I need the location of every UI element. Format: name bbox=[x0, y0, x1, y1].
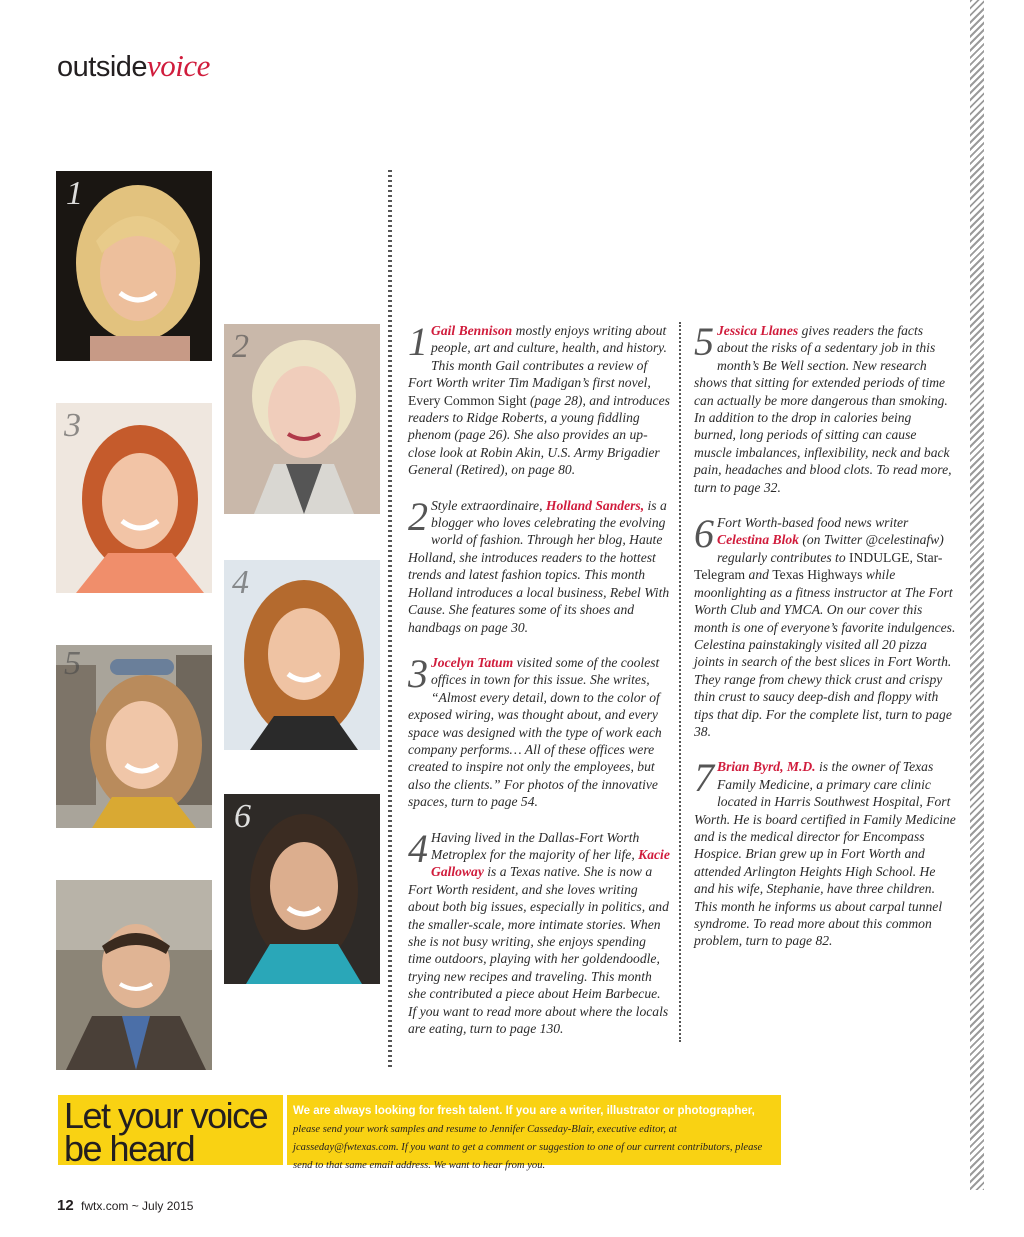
contributor-name: Kacie Galloway bbox=[431, 846, 670, 880]
contributor-name: Jessica Llanes bbox=[717, 323, 799, 338]
banner-headline: Let your voice be heard bbox=[64, 1095, 268, 1169]
contributor-entry-2: 2 Style extraordinaire, Holland Sanders, is a blogger who loves celebrating the evolving world of fashion. Through her blog, Haute Holland, she introduces readers to the hottest trends and latest fashion topics. This month Holland introduces a local business, Rebel With Cause. She features some of its shoes and handbags on page 30. bbox=[408, 493, 670, 635]
contributor-photo-7 bbox=[56, 880, 212, 1070]
contributor-entry-6: 6 Fort Worth-based food news writer Celestina Blok (on Twitter @celestinafw) regularly contributes to INDULGE, Star-Telegram and Texas Highways while moonlighting as a fitness instructor at The Fort Worth Club and YMCA. On our cover this month is one of everyone’s favorite indulgences. Celestina painstakingly visited all 20 pizza joints in search of the best slices in Fort Worth. They range from chewy thick crust and crispy thin crust to saucy deep-dish and floppy with tips that dip. For the complete list, turn to page 38. bbox=[694, 511, 956, 739]
contributor-entry-3: 3 Jocelyn Tatum visited some of the coolest offices in town for this issue. She writes, “Almost every detail, down to the color of exposed wiring, was thought about, and every space was designed with the type of work each company performs… All of these offices were created to inspire not only the employees, but also the clients.” For photos of the innovative spaces, turn to page 54. bbox=[408, 650, 662, 810]
text-column-left bbox=[408, 319, 670, 1055]
contributor-name: Holland Sanders, bbox=[545, 497, 645, 513]
column-dotted-divider bbox=[679, 322, 681, 1042]
entry-number: 5 bbox=[694, 319, 714, 364]
entry-number: 1 bbox=[408, 319, 428, 364]
contributor-name: Gail Bennison bbox=[431, 323, 513, 338]
contributor-entry-4: 4 Having lived in the Dallas-Fort Worth Metroplex for the majority of her life, Kacie Galloway is a Texas native. She is now a Fort Worth resident, and she loves writing about both big issues, especially in politics, and the smaller-scale, more intimate stories. When she is not busy writing, she enjoys spending time outdoors, playing with her goldendoodle, trying new recipes and traveling. This month she contributed a piece about Heim Barbecue. If you want to read more about where the locals are eating, turn to page 130. bbox=[408, 825, 670, 1037]
photo-number-1: 1 bbox=[66, 175, 83, 212]
contributor-photo-4 bbox=[224, 560, 380, 750]
footer-text: fwtx.com ~ July 2015 bbox=[81, 1199, 194, 1213]
contributor-entry-1: 1 Gail Bennison mostly enjoys writing about people, art and culture, health, and history. This month Gail contributes a review of Fort Worth writer Tim Madigan’s first novel, Every Common Sight (page 28), and introduces readers to Ridge Roberts, a young fiddling phenom (page 26). She also provides an up-close look at Robin Akin, U.S. Army Brigadier General (Retired), on page 80. bbox=[408, 319, 670, 478]
banner-text-box bbox=[287, 1095, 781, 1171]
contributor-photo-6 bbox=[224, 794, 380, 984]
photo-number-6: 6 bbox=[234, 798, 251, 835]
contributor-photo-1 bbox=[56, 171, 212, 361]
entry-number: 3 bbox=[408, 650, 428, 696]
contributor-photo-5 bbox=[56, 645, 212, 828]
contributor-entry-7: 7 Brian Byrd, M.D. is the owner of Texas Family Medicine, a primary care clinic located in Harris Southwest Hospital, Fort Worth. He is board certified in Family Medicine and is the medical director for Encompass Hospice. Brian grew up in Fort Worth and attended Arlington Heights High School. He and his wife, Stephanie, have three children. This month he informs us about carpal tunnel syndrome. To read more about this common problem, turn to page 82. bbox=[694, 755, 956, 949]
column-divider bbox=[388, 170, 392, 1070]
photo-number-2: 2 bbox=[232, 328, 249, 365]
contributor-name: Jocelyn Tatum bbox=[431, 654, 514, 670]
page-footer bbox=[57, 1197, 193, 1214]
section-header bbox=[57, 48, 210, 85]
contributor-name: Celestina Blok bbox=[717, 532, 799, 548]
entry-number: 6 bbox=[694, 511, 714, 557]
photo-number-4: 4 bbox=[232, 564, 249, 601]
contributor-entry-5: 5 Jessica Llanes gives readers the facts about the risks of a sedentary job in this month’s Be Well section. New research shows that sitting for extended periods of time can actually be more dangerous than smoking. In addition to the drop in calories being burned, long periods of sitting can cause muscle imbalances, inflexibility, neck and back pain, headaches and blood clots. To read more, turn to page 32. bbox=[694, 319, 952, 495]
section-header-voice: voice bbox=[147, 48, 210, 83]
photo-number-5: 5 bbox=[64, 645, 81, 682]
entry-number: 7 bbox=[694, 755, 714, 801]
contributor-name: Brian Byrd, M.D. bbox=[717, 759, 816, 775]
page-number: 12 bbox=[57, 1197, 74, 1214]
contributor-photo-2 bbox=[224, 324, 380, 514]
contributor-photo-3 bbox=[56, 403, 212, 593]
text-column-right bbox=[694, 319, 956, 968]
banner-italic-text: please send your work samples and resume to Jennifer Casseday-Blair, executive editor, at jcasseday@fwtexas.com. If you want to get a comment or suggestion to one of our current contributors, please send to that same email address. We want to hear from you. bbox=[293, 1124, 763, 1171]
banner-bold-text: We are always looking for fresh talent. If you are a writer, illustrator or photographer, bbox=[293, 1105, 755, 1117]
section-header-outside: outside bbox=[57, 51, 148, 83]
banner-headline-box bbox=[58, 1095, 283, 1169]
entry-number: 2 bbox=[408, 493, 428, 539]
photo-number-3: 3 bbox=[64, 407, 81, 444]
page-edge-pattern bbox=[970, 0, 984, 1190]
entry-number: 4 bbox=[408, 825, 428, 871]
